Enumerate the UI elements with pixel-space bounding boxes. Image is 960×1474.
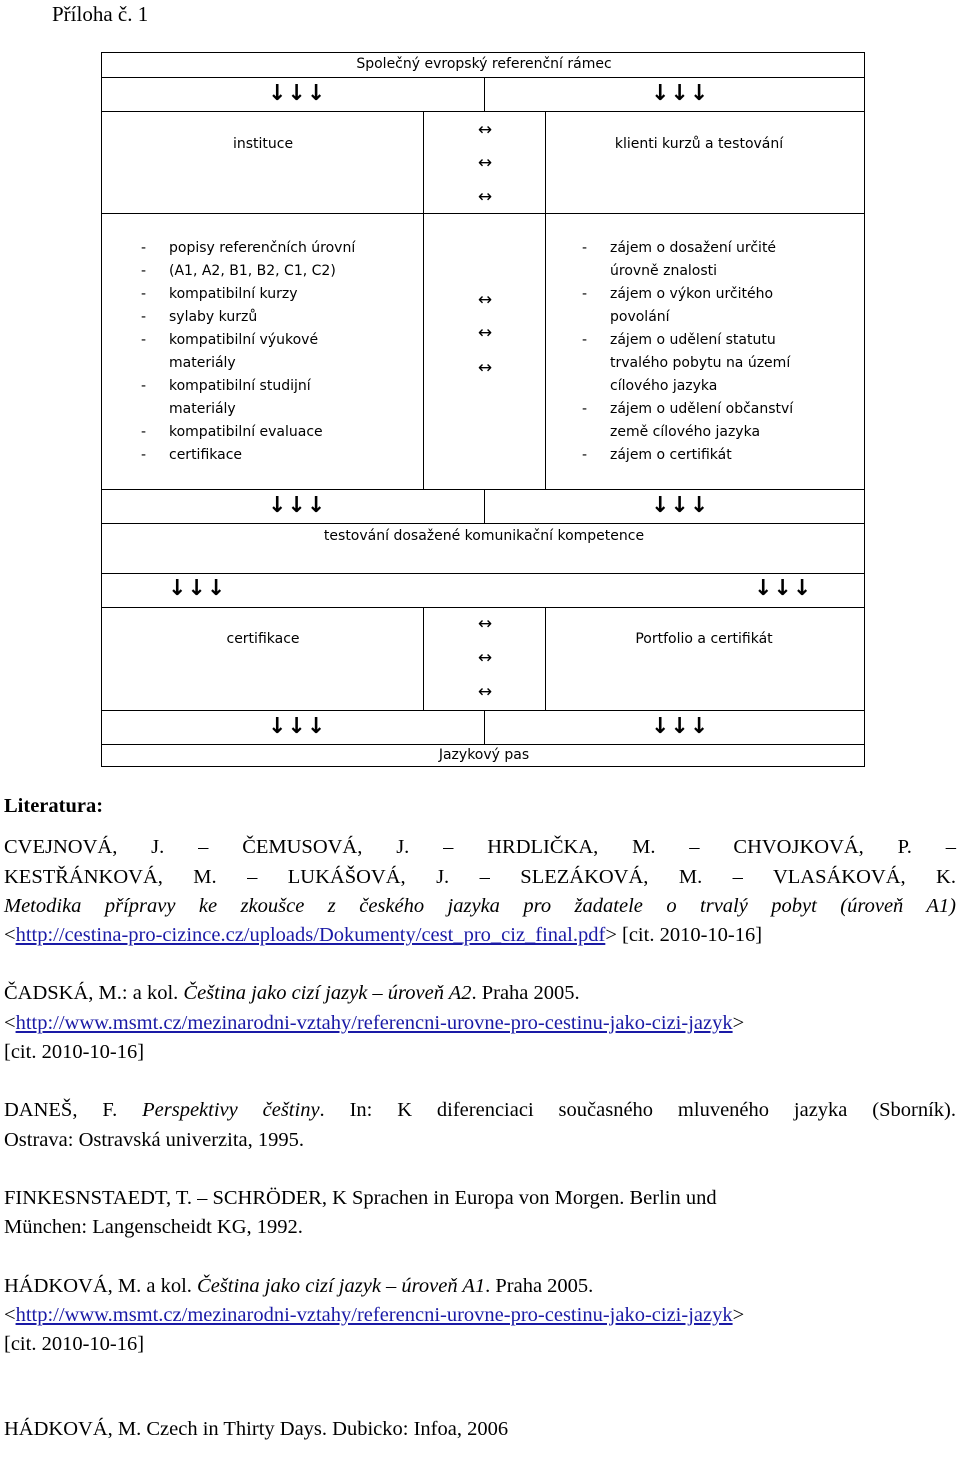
list-item: - kompatibilní evaluace	[141, 424, 323, 440]
reference-citation: HÁDKOVÁ, M. Czech in Thirty Days. Dubicko: Infoa, 2006	[4, 1418, 509, 1441]
list-item: - zájem o udělení statutu	[582, 332, 776, 348]
reference-entry	[4, 979, 956, 1067]
down-arrows-icon: ↓↓↓	[651, 493, 710, 518]
list-item: - certifikace	[141, 447, 243, 463]
list-item: - kompatibilní studijní	[141, 378, 311, 394]
passport-label: Jazykový pas	[438, 747, 530, 763]
list-item: - sylaby kurzů	[141, 309, 258, 325]
divider	[102, 213, 864, 214]
down-arrows-icon: ↓↓↓	[268, 714, 327, 739]
down-arrows-icon: ↓↓↓	[268, 81, 327, 106]
clients-list	[582, 237, 793, 467]
left-right-arrow-icon: ↔	[477, 290, 493, 310]
list-item: - kompatibilní výukové	[141, 332, 319, 348]
divider	[484, 489, 485, 523]
divider	[484, 710, 485, 744]
reference-link[interactable]: http://www.msmt.cz/mezinarodni-vztahy/referencni-urovne-pro-cestinu-jako-cizi-jazyk	[15, 1303, 733, 1326]
reference-entry	[4, 1272, 956, 1360]
list-item: - kompatibilní kurzy	[141, 286, 298, 302]
list-item: - zájem o výkon určitého	[582, 286, 774, 302]
list-item: - popisy referenčních úrovní	[141, 240, 356, 256]
list-item: úrovně znalosti	[610, 263, 718, 279]
reference-cit: [cit. 2010-10-16]	[4, 1041, 145, 1064]
reference-authors: CVEJNOVÁ, J. – ČEMUSOVÁ, J. – HRDLIČKA, M. – CHVOJKOVÁ, P. –	[4, 836, 956, 859]
left-right-arrow-icon: ↔	[477, 614, 493, 634]
left-right-arrow-icon: ↔	[477, 648, 493, 668]
list-item: materiály	[169, 401, 236, 417]
divider	[102, 744, 864, 745]
reference-citation: ČADSKÁ, M.: a kol. Čeština jako cizí jazyk – úroveň A2. Praha 2005.	[4, 982, 580, 1005]
reference-authors: KESTŘÁNKOVÁ, M. – LUKÁŠOVÁ, J. – SLEZÁKOVÁ, M. – VLASÁKOVÁ, K.	[4, 865, 956, 888]
list-item: povolání	[610, 309, 670, 325]
reference-framework-diagram	[101, 52, 865, 767]
list-item: - zájem o certifikát	[582, 447, 732, 463]
divider	[545, 111, 546, 213]
reference-publisher: München: Langenscheidt KG, 1992.	[4, 1216, 303, 1239]
divider	[102, 77, 864, 78]
reference-citation: FINKESNSTAEDT, T. – SCHRÖDER, K Sprachen in Europa von Morgen. Berlin und	[4, 1186, 717, 1209]
divider	[545, 607, 546, 710]
reference-link-line: <http://cestina-pro-cizince.cz/uploads/Dokumenty/cest_pro_ciz_final.pdf> [cit. 2010-10-16]	[4, 924, 763, 947]
institutions-header: instituce	[232, 136, 294, 152]
page-label: Příloha č. 1	[52, 2, 149, 26]
down-arrows-icon: ↓↓↓	[651, 81, 710, 106]
divider	[102, 489, 864, 490]
divider	[102, 111, 864, 112]
list-item: trvalého pobytu na území	[610, 355, 791, 371]
divider	[545, 213, 546, 489]
certification-label: certifikace	[226, 631, 300, 647]
literature-section	[4, 792, 956, 1474]
reference-link-line: <http://www.msmt.cz/mezinarodni-vztahy/referencni-urovne-pro-cestinu-jako-cizi-jazyk>	[4, 1011, 745, 1034]
reference-title: Metodika přípravy ke zkoušce z českého jazyka pro žadatele o trvalý pobyt (úroveň A1)	[4, 894, 956, 917]
left-right-arrow-icon: ↔	[477, 153, 493, 173]
down-arrows-icon: ↓↓↓	[168, 576, 227, 601]
down-arrows-icon: ↓↓↓	[651, 714, 710, 739]
portfolio-label: Portfolio a certifikát	[635, 631, 773, 647]
list-item: - (A1, A2, B1, B2, C1, C2)	[141, 263, 336, 279]
list-item: - zájem o dosažení určité	[582, 240, 777, 256]
reference-link-line: <http://www.msmt.cz/mezinarodni-vztahy/referencni-urovne-pro-cestinu-jako-cizi-jazyk>	[4, 1303, 745, 1326]
divider	[102, 710, 864, 711]
left-right-arrow-icon: ↔	[477, 358, 493, 378]
divider	[102, 573, 864, 574]
diagram-title: Společný evropský referenční rámec	[356, 56, 612, 72]
reference-entry	[4, 1184, 956, 1243]
list-item: cílového jazyka	[610, 378, 718, 394]
clients-header: klienti kurzů a testování	[614, 136, 784, 152]
down-arrows-icon: ↓↓↓	[754, 576, 813, 601]
reference-link[interactable]: http://www.msmt.cz/mezinarodni-vztahy/referencni-urovne-pro-cestinu-jako-cizi-jazyk	[15, 1011, 733, 1034]
reference-entry	[4, 833, 956, 950]
divider	[423, 111, 424, 213]
left-right-arrow-icon: ↔	[477, 682, 493, 702]
list-item: země cílového jazyka	[610, 424, 761, 440]
literature-heading: Literatura:	[4, 795, 104, 817]
left-right-arrow-icon: ↔	[477, 120, 493, 140]
reference-citation: DANEŠ, F. Perspektivy češtiny. In: K diferenciaci současného mluveného jazyka (Sborník).	[4, 1099, 956, 1122]
divider	[484, 77, 485, 111]
divider	[423, 213, 424, 489]
list-item: - zájem o udělení občanství	[582, 401, 794, 417]
institutions-list	[141, 237, 355, 467]
reference-cit: [cit. 2010-10-16]	[4, 1333, 145, 1356]
down-arrows-icon: ↓↓↓	[268, 493, 327, 518]
divider	[102, 607, 864, 608]
left-right-arrow-icon: ↔	[477, 187, 493, 207]
left-right-arrow-icon: ↔	[477, 323, 493, 343]
reference-link[interactable]: http://cestina-pro-cizince.cz/uploads/Dokumenty/cest_pro_ciz_final.pdf	[15, 924, 606, 947]
list-item: materiály	[169, 355, 236, 371]
divider	[102, 523, 864, 524]
divider	[423, 607, 424, 710]
reference-citation: HÁDKOVÁ, M. a kol. Čeština jako cizí jazyk – úroveň A1. Praha 2005.	[4, 1274, 594, 1297]
reference-entry	[4, 1415, 956, 1444]
reference-entry	[4, 1096, 956, 1155]
reference-publisher: Ostrava: Ostravská univerzita, 1995.	[4, 1128, 305, 1151]
testing-label: testování dosažené komunikační kompetence	[323, 528, 645, 544]
